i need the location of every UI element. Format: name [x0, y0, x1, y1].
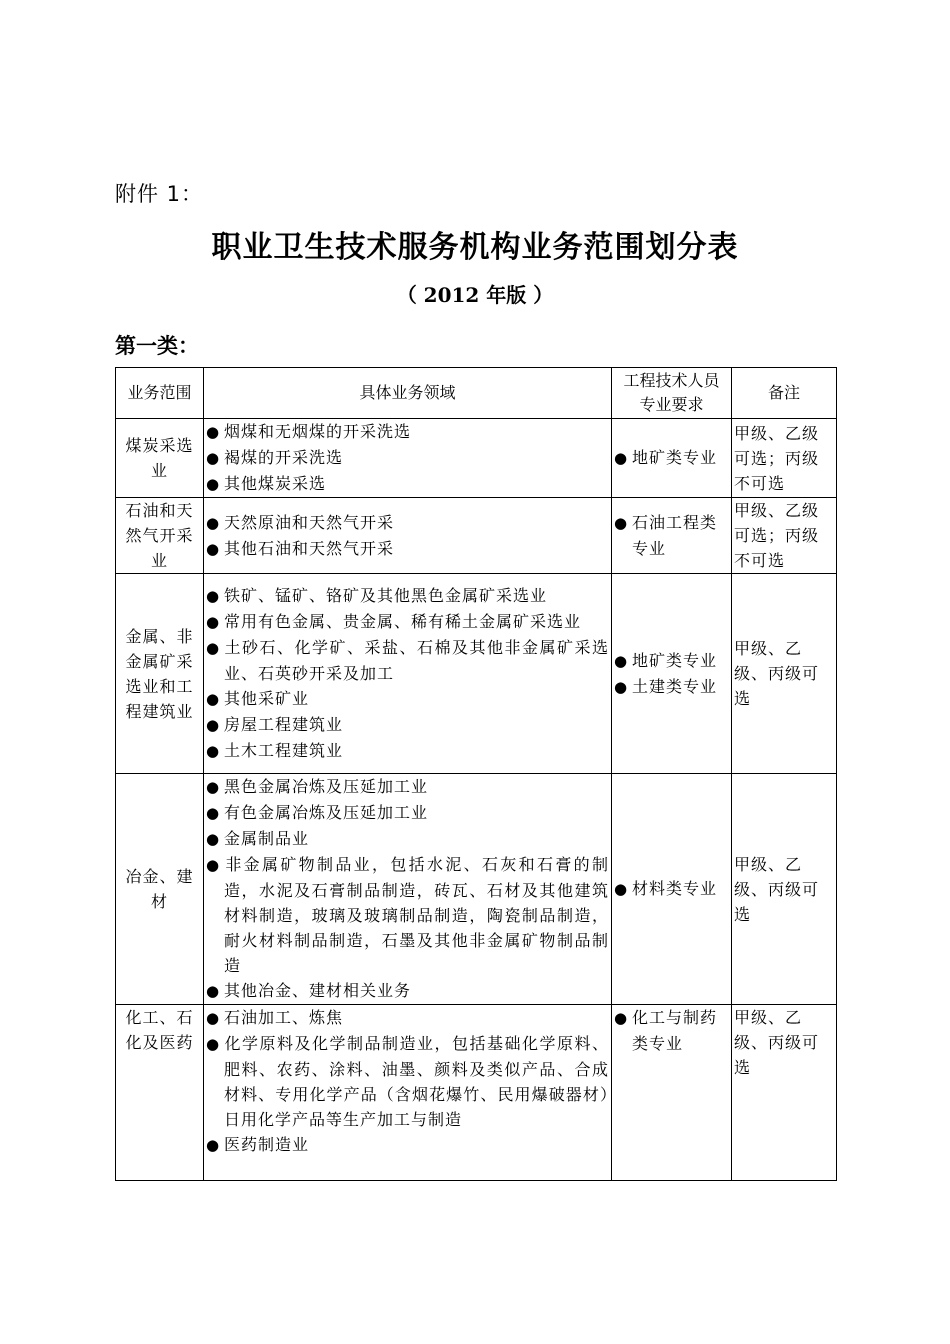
table-row	[116, 774, 837, 1005]
document-title: 职业卫生技术服务机构业务范围划分表	[211, 230, 739, 265]
col-header-requirements	[612, 368, 732, 419]
items-cell	[204, 574, 612, 774]
list-item: ● 医药制造业	[206, 1132, 609, 1158]
document-subtitle: （ 2012 年版 ）	[396, 283, 554, 307]
list-item: ● 铁矿、锰矿、铬矿及其他黑色金属矿采选业	[206, 583, 609, 609]
col-header-scope: 业务范围	[116, 368, 204, 419]
list-item: ● 土木工程建筑业	[206, 738, 609, 764]
items-cell	[204, 1005, 612, 1181]
requirement-item: ● 土建类专业	[614, 674, 729, 700]
note-cell: 甲级、乙级可选；丙级不可选	[732, 498, 837, 574]
list-item: ● 天然原油和天然气开采	[206, 510, 609, 536]
list-item: ● 金属制品业	[206, 826, 609, 852]
table-row	[116, 1005, 837, 1181]
business-scope-table	[115, 367, 837, 1181]
scope-cell: 石油和天然气开采业	[116, 498, 204, 574]
note-cell: 甲级、乙级可选；丙级不可选	[732, 419, 837, 498]
list-item: ● 其他冶金、建材相关业务	[206, 978, 609, 1004]
items-cell	[204, 498, 612, 574]
note-cell: 甲级、乙级、丙级可选	[732, 774, 837, 1005]
requirements-cell	[612, 419, 732, 498]
table-header-row	[116, 368, 837, 419]
list-item: ● 常用有色金属、贵金属、稀有稀土金属矿采选业	[206, 609, 609, 635]
requirements-cell	[612, 498, 732, 574]
col-header-items: 具体业务领域	[204, 368, 612, 419]
scope-cell: 冶金、建材	[116, 774, 204, 1005]
table-row	[116, 574, 837, 774]
table-row	[116, 419, 837, 498]
list-item: ● 有色金属冶炼及压延加工业	[206, 800, 609, 826]
note-cell: 甲级、乙级、丙级可选	[732, 574, 837, 774]
requirement-item: ● 地矿类专业	[614, 445, 729, 471]
list-item: ● 石油加工、炼焦	[206, 1005, 609, 1031]
requirement-item: ● 地矿类专业	[614, 648, 729, 674]
list-item: ● 其他石油和天然气开采	[206, 536, 609, 562]
scope-cell: 化工、石化及医药	[116, 1005, 204, 1181]
list-item: ● 烟煤和无烟煤的开采洗选	[206, 419, 609, 445]
requirements-cell	[612, 774, 732, 1005]
category-label: 第一类：	[115, 334, 199, 358]
list-item: ● 非金属矿物制品业，包括水泥、石灰和石膏的制造，水泥及石膏制品制造，砖瓦、石材及其他建筑材料制造，玻璃及玻璃制品制造，陶瓷制品制造，耐火材料制品制造，石墨及其他非金属矿物制品制造	[206, 852, 609, 978]
list-item: ● 其他采矿业	[206, 686, 609, 712]
list-item: ● 褐煤的开采洗选	[206, 445, 609, 471]
requirement-item: ● 材料类专业	[614, 876, 729, 902]
list-item: ● 黑色金属冶炼及压延加工业	[206, 774, 609, 800]
requirements-cell	[612, 574, 732, 774]
list-item: ● 土砂石、化学矿、采盐、石棉及其他非金属矿采选业、石英砂开采及加工	[206, 635, 609, 686]
list-item: ● 房屋工程建筑业	[206, 712, 609, 738]
col-header-requirements-text: 工程技术人员 专业要求	[623, 371, 720, 414]
table-row	[116, 498, 837, 574]
items-cell	[204, 774, 612, 1005]
requirement-item: ● 化工与制药类专业	[614, 1005, 729, 1056]
note-cell: 甲级、乙级、丙级可选	[732, 1005, 837, 1181]
scope-cell: 金属、非金属矿采选业和工程建筑业	[116, 574, 204, 774]
attachment-label: 附件 1：	[115, 182, 204, 206]
requirement-item: ● 石油工程类专业	[614, 510, 729, 561]
list-item: ● 其他煤炭采选	[206, 471, 609, 497]
requirements-cell	[612, 1005, 732, 1181]
list-item: ● 化学原料及化学制品制造业，包括基础化学原料、肥料、农药、涂料、油墨、颜料及类似产品、合成材料、专用化学产品（含烟花爆竹、民用爆破器材）日用化学产品等生产加工与制造	[206, 1031, 609, 1132]
items-cell	[204, 419, 612, 498]
col-header-note: 备注	[732, 368, 837, 419]
scope-cell: 煤炭采选业	[116, 419, 204, 498]
